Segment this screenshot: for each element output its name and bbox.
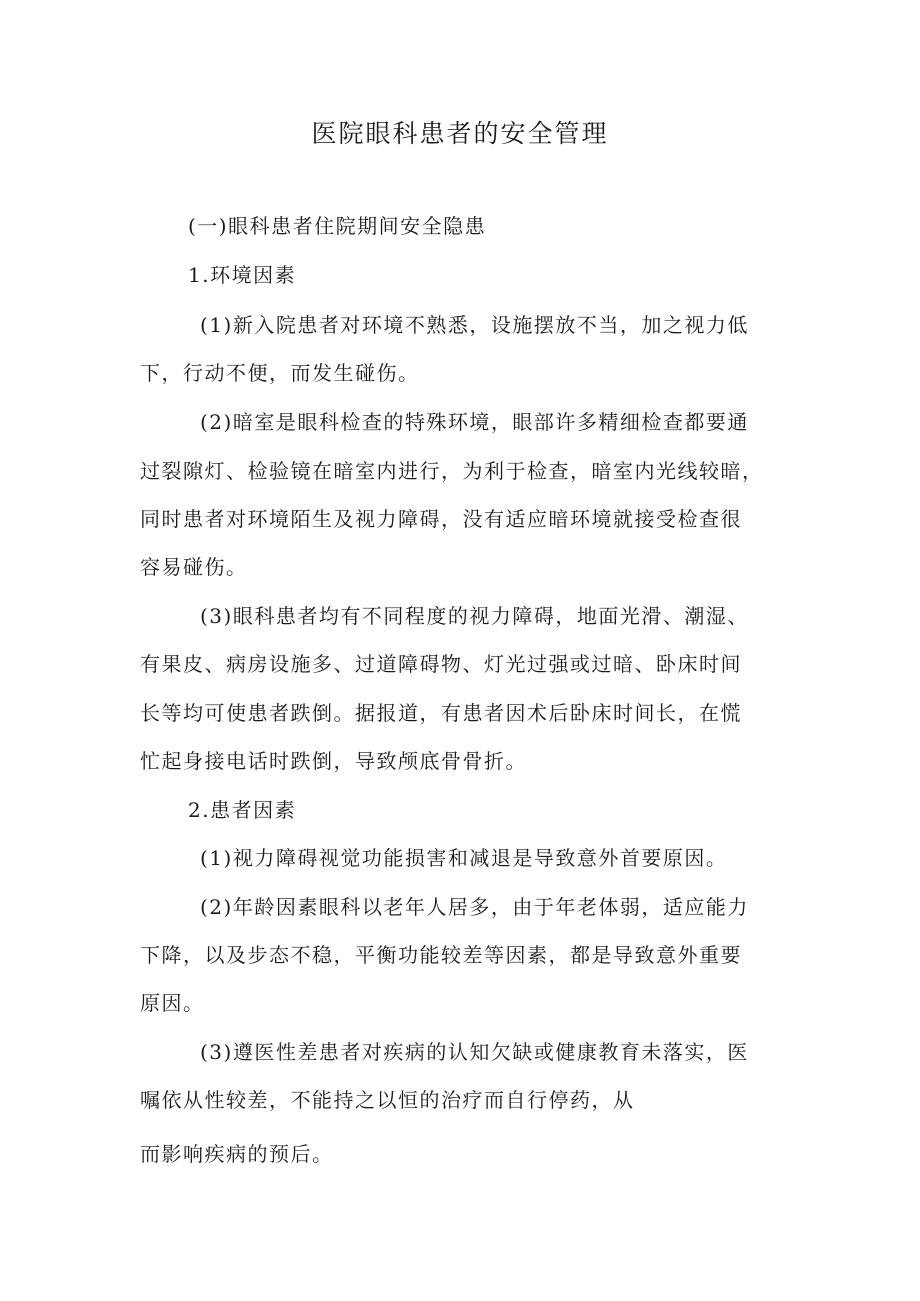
paragraph-line: 容易碰伤。 (140, 555, 248, 579)
paragraph-line: (1)视力障碍视觉功能损害和减退是导致意外首要原因。 (200, 846, 728, 870)
paragraph-line: 嘱依从性较差，不能持之以恒的治疗而自行停药，从 (140, 1088, 635, 1112)
page-title: 医院眼科患者的安全管理 (311, 119, 609, 148)
paragraph-line: 而影响疾病的预后。 (140, 1142, 334, 1166)
paragraph-line: (1)新入院患者对环境不熟悉，设施摆放不当，加之视力低 (200, 313, 749, 337)
paragraph-line: (3)眼科患者均有不同程度的视力障碍，地面光滑、潮湿、 (200, 604, 749, 628)
subsection-heading: 2.患者因素 (188, 798, 297, 822)
paragraph-line: 过裂隙灯、检验镜在暗室内进行，为利于检查，暗室内光线较暗， (140, 459, 764, 483)
paragraph-line: 忙起身接电话时跌倒，导致颅底骨骨折。 (140, 749, 527, 773)
paragraph-line: 有果皮、病房设施多、过道障碍物、灯光过强或过暗、卧床时间 (140, 652, 742, 676)
paragraph-line: (2)暗室是眼科检查的特殊环境，眼部许多精细检查都要通 (200, 410, 749, 434)
subsection-heading: 1.环境因素 (188, 263, 297, 287)
paragraph-line: 下，行动不便，而发生碰伤。 (140, 361, 420, 385)
paragraph-line: 长等均可使患者跌倒。据报道，有患者因术后卧床时间长，在慌 (140, 701, 742, 725)
section-heading: (一)眼科患者住院期间安全隐患 (188, 214, 487, 238)
paragraph-line: 下降，以及步态不稳，平衡功能较差等因素，都是导致意外重要 (140, 943, 742, 967)
paragraph-line: 原因。 (140, 991, 205, 1015)
paragraph-line: (3)遵医性差患者对疾病的认知欠缺或健康教育未落实，医 (200, 1040, 749, 1064)
paragraph-line: (2)年龄因素眼科以老年人居多，由于年老体弱，适应能力 (200, 895, 749, 919)
paragraph-line: 同时患者对环境陌生及视力障碍，没有适应暗环境就接受检查很 (140, 507, 742, 531)
